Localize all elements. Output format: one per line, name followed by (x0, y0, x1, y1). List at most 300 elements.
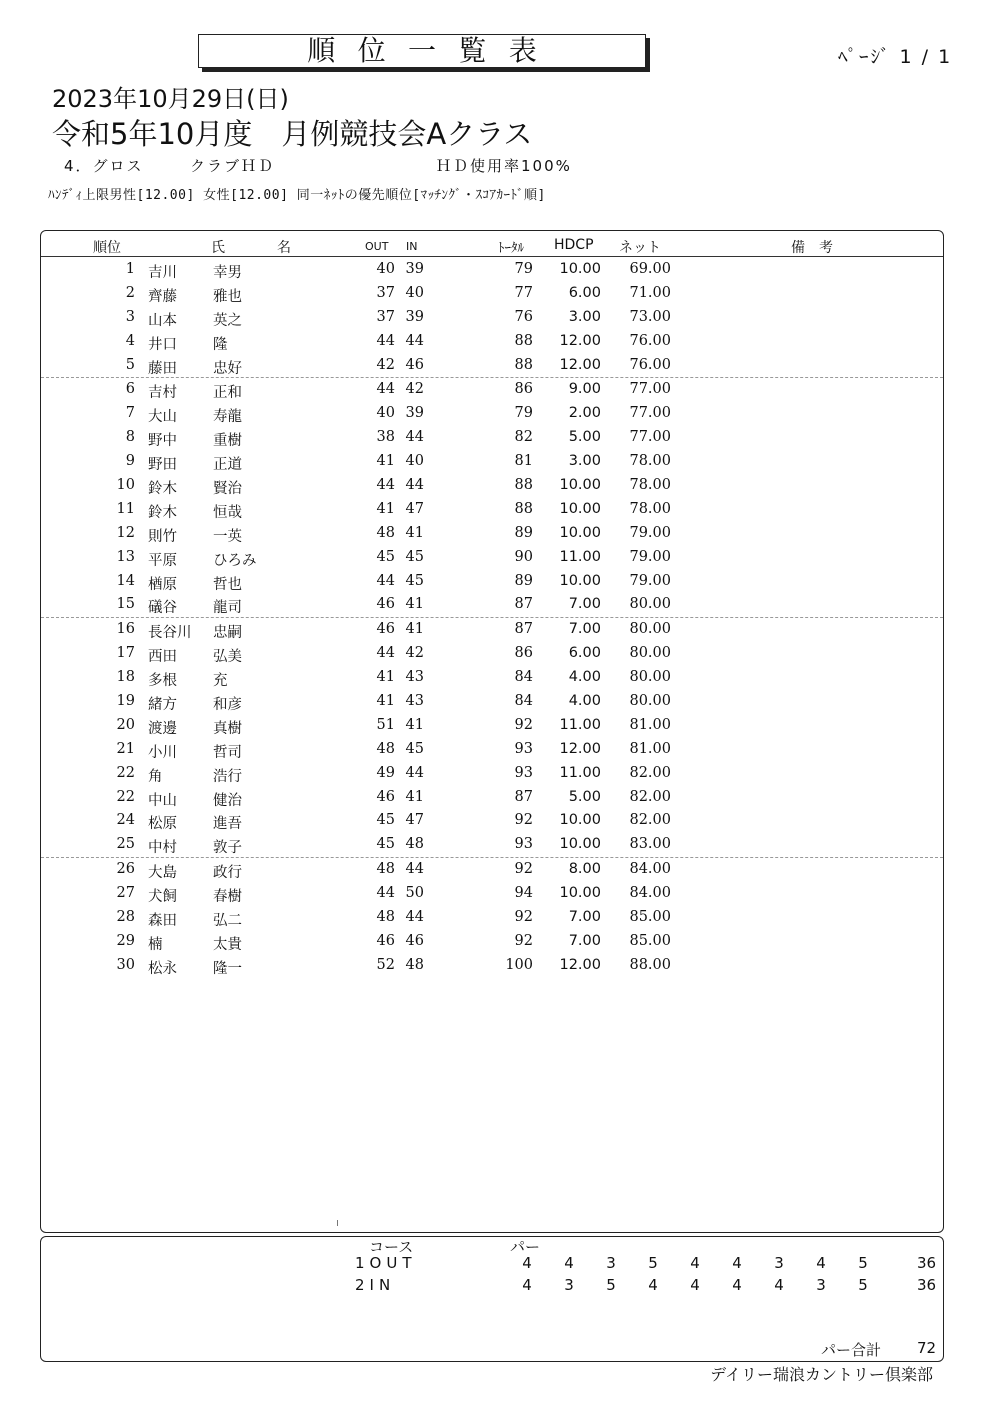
cell-hdcp: 7.00 (568, 596, 601, 613)
cell-hdcp: 8.00 (568, 861, 601, 878)
cell-net: 80.00 (629, 669, 671, 686)
cell-out: 44 (376, 885, 395, 902)
cell-rank: 13 (116, 548, 135, 565)
cell-first: 弘美 (213, 649, 242, 666)
cell-hdcp: 11.00 (559, 716, 601, 733)
cell-in: 44 (405, 332, 424, 349)
col-net: ネット (619, 240, 661, 256)
cell-last: 緒方 (148, 697, 177, 714)
hole-par: 5 (858, 1254, 868, 1272)
cell-out: 44 (376, 572, 395, 589)
cell-rank: 2 (125, 284, 135, 301)
cell-hdcp: 12.00 (559, 740, 601, 757)
cell-first: 一英 (213, 528, 242, 545)
cell-hdcp: 6.00 (568, 284, 601, 301)
cell-net: 82.00 (629, 764, 671, 781)
cell-hdcp: 12.00 (559, 356, 601, 373)
col-name-1: 氏 (211, 240, 225, 256)
cell-last: 吉村 (148, 385, 177, 402)
result-rows (41, 258, 943, 978)
cell-in: 42 (405, 381, 424, 398)
cell-last: 西田 (148, 649, 177, 666)
table-row (41, 378, 943, 402)
cell-last: 礒谷 (148, 600, 177, 617)
cell-total: 86 (514, 381, 533, 398)
cell-total: 92 (514, 861, 533, 878)
cell-total: 86 (514, 645, 533, 662)
cell-total: 79 (514, 261, 533, 277)
cell-out: 45 (376, 836, 395, 853)
cell-hdcp: 10.00 (559, 500, 601, 517)
cell-rank: 11 (116, 500, 135, 517)
cell-out: 44 (376, 645, 395, 662)
hole-par: 4 (732, 1254, 742, 1272)
cell-net: 85.00 (629, 909, 671, 926)
course-name: 1OUT (355, 1254, 417, 1272)
table-row (41, 474, 943, 498)
cell-in: 39 (405, 405, 424, 422)
cell-rank: 24 (116, 812, 135, 829)
course-total: 36 (917, 1276, 937, 1294)
hd-rate: ＨＤ使用率100% (436, 157, 572, 175)
cell-in: 44 (405, 909, 424, 926)
cell-hdcp: 3.00 (568, 453, 601, 470)
cell-total: 89 (514, 572, 533, 589)
cell-total: 92 (514, 812, 533, 829)
cell-first: 哲也 (213, 576, 242, 593)
cell-first: 正和 (213, 385, 242, 402)
cell-out: 46 (376, 932, 395, 949)
cell-hdcp: 4.00 (568, 669, 601, 686)
cell-net: 82.00 (629, 788, 671, 805)
table-row (41, 546, 943, 570)
table-row (41, 618, 943, 642)
cell-rank: 14 (116, 572, 135, 589)
cell-total: 88 (514, 356, 533, 373)
cell-rank: 25 (116, 836, 135, 853)
cell-in: 47 (405, 812, 424, 829)
cell-in: 39 (405, 261, 424, 277)
cell-net: 69.00 (629, 261, 671, 277)
cell-last: 則竹 (148, 528, 177, 545)
hole-par: 4 (648, 1276, 658, 1294)
cell-in: 47 (405, 500, 424, 517)
cell-net: 79.00 (629, 548, 671, 565)
cell-first: 正道 (213, 457, 242, 474)
cell-hdcp: 4.00 (568, 693, 601, 710)
cell-net: 83.00 (629, 836, 671, 853)
cell-in: 46 (405, 932, 424, 949)
table-row (41, 354, 943, 379)
cell-out: 48 (376, 909, 395, 926)
cell-rank: 20 (116, 716, 135, 733)
cell-rank: 18 (116, 669, 135, 686)
cell-rank: 1 (125, 261, 135, 277)
cell-net: 81.00 (629, 740, 671, 757)
cell-first: ひろみ (213, 552, 257, 569)
table-row (41, 809, 943, 833)
cell-out: 45 (376, 548, 395, 565)
cell-out: 46 (376, 596, 395, 613)
cell-total: 88 (514, 477, 533, 494)
cell-first: 太貴 (213, 936, 242, 953)
cell-net: 76.00 (629, 356, 671, 373)
table-row (41, 330, 943, 354)
cell-net: 80.00 (629, 596, 671, 613)
hole-par: 4 (564, 1254, 574, 1272)
cell-in: 41 (405, 716, 424, 733)
hole-par: 3 (564, 1276, 574, 1294)
course-par-table (40, 1236, 944, 1362)
hole-par: 4 (690, 1276, 700, 1294)
cell-in: 43 (405, 693, 424, 710)
cell-last: 楢原 (148, 576, 177, 593)
par-total-value: 72 (917, 1339, 937, 1357)
cell-net: 82.00 (629, 812, 671, 829)
cell-total: 87 (514, 788, 533, 805)
cell-net: 88.00 (629, 956, 671, 973)
cell-last: 楠 (148, 936, 163, 953)
cell-first: 真樹 (213, 720, 242, 737)
cell-first: 隆一 (213, 960, 242, 977)
cell-hdcp: 12.00 (559, 332, 601, 349)
cell-last: 山本 (148, 312, 177, 329)
handicap-rules: ﾊﾝﾃﾞｨ上限男性[12.00] 女性[12.00] 同一ﾈｯﾄの優先順位[ﾏｯﾁﾝｸﾞ・ｽｺｱｶｰﾄﾞ順] (48, 188, 546, 203)
cell-hdcp: 10.00 (559, 812, 601, 829)
cell-first: 恒哉 (213, 504, 242, 521)
cell-hdcp: 2.00 (568, 405, 601, 422)
cell-out: 40 (376, 261, 395, 277)
cell-out: 40 (376, 405, 395, 422)
cell-first: 哲司 (213, 744, 242, 761)
cell-net: 73.00 (629, 308, 671, 325)
scoring-type: 4．グロス (64, 157, 144, 175)
cell-net: 71.00 (629, 284, 671, 301)
cell-hdcp: 10.00 (559, 524, 601, 541)
cell-first: 雅也 (213, 288, 242, 305)
cell-total: 88 (514, 500, 533, 517)
cell-in: 45 (405, 572, 424, 589)
table-row (41, 738, 943, 762)
cell-net: 78.00 (629, 453, 671, 470)
cell-out: 48 (376, 524, 395, 541)
cell-total: 100 (505, 956, 533, 973)
course-name: 2IN (355, 1276, 396, 1294)
cell-total: 90 (514, 548, 533, 565)
cell-net: 79.00 (629, 572, 671, 589)
cell-out: 45 (376, 812, 395, 829)
cell-rank: 7 (125, 405, 135, 422)
hole-par: 5 (648, 1254, 658, 1272)
cell-first: 充 (213, 673, 228, 690)
column-tick (337, 1220, 338, 1226)
cell-in: 41 (405, 788, 424, 805)
cell-last: 長谷川 (148, 625, 192, 642)
cell-total: 76 (514, 308, 533, 325)
hole-par: 3 (606, 1254, 616, 1272)
event-date: 2023年10月29日(日) (52, 85, 289, 113)
cell-rank: 3 (125, 308, 135, 325)
cell-in: 46 (405, 356, 424, 373)
cell-in: 40 (405, 453, 424, 470)
cell-out: 46 (376, 788, 395, 805)
table-row (41, 762, 943, 786)
cell-first: 政行 (213, 865, 242, 882)
hole-par: 5 (858, 1276, 868, 1294)
cell-out: 44 (376, 381, 395, 398)
cell-in: 48 (405, 956, 424, 973)
cell-rank: 12 (116, 524, 135, 541)
cell-out: 52 (376, 956, 395, 973)
hole-par: 4 (522, 1276, 532, 1294)
cell-net: 79.00 (629, 524, 671, 541)
cell-first: 弘二 (213, 913, 242, 930)
cell-first: 敦子 (213, 840, 242, 857)
cell-in: 44 (405, 861, 424, 878)
course-total: 36 (917, 1254, 937, 1272)
hole-par: 5 (606, 1276, 616, 1294)
table-row (41, 593, 943, 618)
par-total-label: パー合計 (821, 1341, 882, 1359)
table-row (41, 690, 943, 714)
par-label: パー (510, 1238, 541, 1256)
cell-net: 77.00 (629, 429, 671, 446)
results-table (40, 230, 944, 1233)
cell-hdcp: 10.00 (559, 885, 601, 902)
cell-last: 齊藤 (148, 288, 177, 305)
col-hdcp: HDCP (554, 237, 594, 253)
cell-total: 77 (514, 284, 533, 301)
document-title: 順位一覧表 (198, 34, 646, 68)
cell-net: 78.00 (629, 477, 671, 494)
cell-hdcp: 7.00 (568, 621, 601, 638)
cell-last: 藤田 (148, 360, 177, 377)
cell-total: 92 (514, 932, 533, 949)
cell-last: 中山 (148, 792, 177, 809)
cell-last: 吉川 (148, 265, 177, 281)
table-row (41, 522, 943, 546)
cell-out: 41 (376, 500, 395, 517)
cell-last: 犬飼 (148, 889, 177, 906)
cell-net: 77.00 (629, 405, 671, 422)
cell-rank: 21 (116, 740, 135, 757)
table-row (41, 570, 943, 594)
table-row (41, 426, 943, 450)
event-name: 令和5年10月度 月例競技会Aクラス (52, 117, 533, 151)
cell-rank: 8 (125, 429, 135, 446)
cell-rank: 17 (116, 645, 135, 662)
table-row (41, 786, 943, 810)
cell-out: 51 (376, 716, 395, 733)
cell-net: 80.00 (629, 693, 671, 710)
header-divider (41, 256, 943, 257)
cell-in: 43 (405, 669, 424, 686)
cell-in: 39 (405, 308, 424, 325)
cell-last: 森田 (148, 913, 177, 930)
cell-first: 隆 (213, 336, 228, 353)
cell-last: 中村 (148, 840, 177, 857)
cell-rank: 15 (116, 596, 135, 613)
cell-last: 大山 (148, 409, 177, 426)
cell-last: 大島 (148, 865, 177, 882)
cell-in: 45 (405, 548, 424, 565)
cell-total: 93 (514, 764, 533, 781)
cell-hdcp: 10.00 (559, 477, 601, 494)
cell-out: 48 (376, 861, 395, 878)
table-row (41, 306, 943, 330)
cell-out: 37 (376, 284, 395, 301)
cell-first: 寿龍 (213, 409, 242, 426)
cell-total: 79 (514, 405, 533, 422)
table-row (41, 498, 943, 522)
cell-net: 81.00 (629, 716, 671, 733)
cell-rank: 9 (125, 453, 135, 470)
cell-in: 44 (405, 477, 424, 494)
cell-rank: 5 (125, 356, 135, 373)
cell-hdcp: 6.00 (568, 645, 601, 662)
cell-rank: 30 (116, 956, 135, 973)
cell-hdcp: 3.00 (568, 308, 601, 325)
cell-out: 38 (376, 429, 395, 446)
table-row (41, 666, 943, 690)
cell-last: 渡邊 (148, 720, 177, 737)
cell-net: 80.00 (629, 621, 671, 638)
cell-last: 松永 (148, 960, 177, 977)
cell-in: 50 (405, 885, 424, 902)
cell-rank: 16 (116, 621, 135, 638)
table-row (41, 882, 943, 906)
hole-par: 4 (522, 1254, 532, 1272)
table-row (41, 450, 943, 474)
cell-in: 44 (405, 429, 424, 446)
cell-first: 和彦 (213, 697, 242, 714)
table-row (41, 858, 943, 882)
cell-in: 40 (405, 284, 424, 301)
cell-first: 重樹 (213, 433, 242, 450)
cell-first: 健治 (213, 792, 242, 809)
cell-total: 81 (514, 453, 533, 470)
cell-rank: 6 (125, 381, 135, 398)
cell-first: 進吾 (213, 816, 242, 833)
cell-in: 42 (405, 645, 424, 662)
cell-total: 93 (514, 836, 533, 853)
cell-out: 44 (376, 332, 395, 349)
cell-total: 92 (514, 716, 533, 733)
cell-total: 89 (514, 524, 533, 541)
cell-in: 41 (405, 596, 424, 613)
cell-last: 小川 (148, 744, 177, 761)
cell-total: 94 (514, 885, 533, 902)
cell-first: 浩行 (213, 768, 242, 785)
cell-out: 46 (376, 621, 395, 638)
cell-last: 平原 (148, 552, 177, 569)
cell-rank: 4 (125, 332, 135, 349)
cell-out: 44 (376, 477, 395, 494)
cell-net: 76.00 (629, 332, 671, 349)
cell-hdcp: 11.00 (559, 764, 601, 781)
cell-out: 41 (376, 693, 395, 710)
cell-hdcp: 10.00 (559, 572, 601, 589)
col-in: IN (406, 240, 418, 253)
cell-total: 84 (514, 693, 533, 710)
cell-out: 48 (376, 740, 395, 757)
cell-total: 87 (514, 621, 533, 638)
cell-in: 44 (405, 764, 424, 781)
cell-hdcp: 5.00 (568, 788, 601, 805)
cell-hdcp: 10.00 (559, 836, 601, 853)
cell-out: 41 (376, 669, 395, 686)
cell-total: 93 (514, 740, 533, 757)
cell-first: 春樹 (213, 889, 242, 906)
col-remarks: 備 考 (791, 240, 833, 256)
club-hd-label: クラブＨＤ (190, 157, 276, 175)
hole-par: 4 (774, 1276, 784, 1294)
cell-hdcp: 9.00 (568, 381, 601, 398)
cell-total: 88 (514, 332, 533, 349)
cell-total: 87 (514, 596, 533, 613)
table-row (41, 642, 943, 666)
hole-par: 3 (774, 1254, 784, 1272)
cell-hdcp: 10.00 (559, 261, 601, 277)
table-row (41, 833, 943, 858)
table-row (41, 954, 943, 978)
cell-rank: 26 (116, 861, 135, 878)
cell-last: 角 (148, 768, 163, 785)
course-label: コース (369, 1238, 414, 1256)
cell-net: 84.00 (629, 885, 671, 902)
cell-in: 41 (405, 621, 424, 638)
hole-par: 4 (732, 1276, 742, 1294)
page-number: ﾍﾟｰｼﾞ 1 / 1 (838, 46, 953, 68)
cell-net: 77.00 (629, 381, 671, 398)
club-name: デイリー瑞浪カントリー倶楽部 (710, 1365, 933, 1384)
col-total: ﾄｰﾀﾙ (498, 241, 524, 256)
cell-in: 41 (405, 524, 424, 541)
cell-rank: 19 (116, 693, 135, 710)
cell-out: 37 (376, 308, 395, 325)
table-row (41, 402, 943, 426)
cell-first: 忠嗣 (213, 625, 242, 642)
hole-par: 4 (690, 1254, 700, 1272)
col-out: OUT (365, 240, 389, 253)
cell-hdcp: 7.00 (568, 932, 601, 949)
cell-first: 英之 (213, 312, 242, 329)
cell-net: 84.00 (629, 861, 671, 878)
cell-last: 鈴木 (148, 504, 177, 521)
cell-first: 幸男 (213, 265, 242, 281)
table-row (41, 930, 943, 954)
cell-first: 龍司 (213, 600, 242, 617)
col-rank: 順位 (93, 240, 121, 256)
hole-par: 3 (816, 1276, 826, 1294)
cell-in: 45 (405, 740, 424, 757)
cell-total: 82 (514, 429, 533, 446)
cell-rank: 28 (116, 909, 135, 926)
cell-net: 80.00 (629, 645, 671, 662)
cell-last: 鈴木 (148, 481, 177, 498)
cell-last: 野中 (148, 433, 177, 450)
cell-net: 78.00 (629, 500, 671, 517)
cell-first: 賢治 (213, 481, 242, 498)
cell-total: 84 (514, 669, 533, 686)
table-row (41, 714, 943, 738)
cell-rank: 22 (116, 764, 135, 781)
cell-last: 多根 (148, 673, 177, 690)
cell-rank: 10 (116, 477, 135, 494)
table-row (41, 906, 943, 930)
cell-rank: 27 (116, 885, 135, 902)
cell-in: 48 (405, 836, 424, 853)
